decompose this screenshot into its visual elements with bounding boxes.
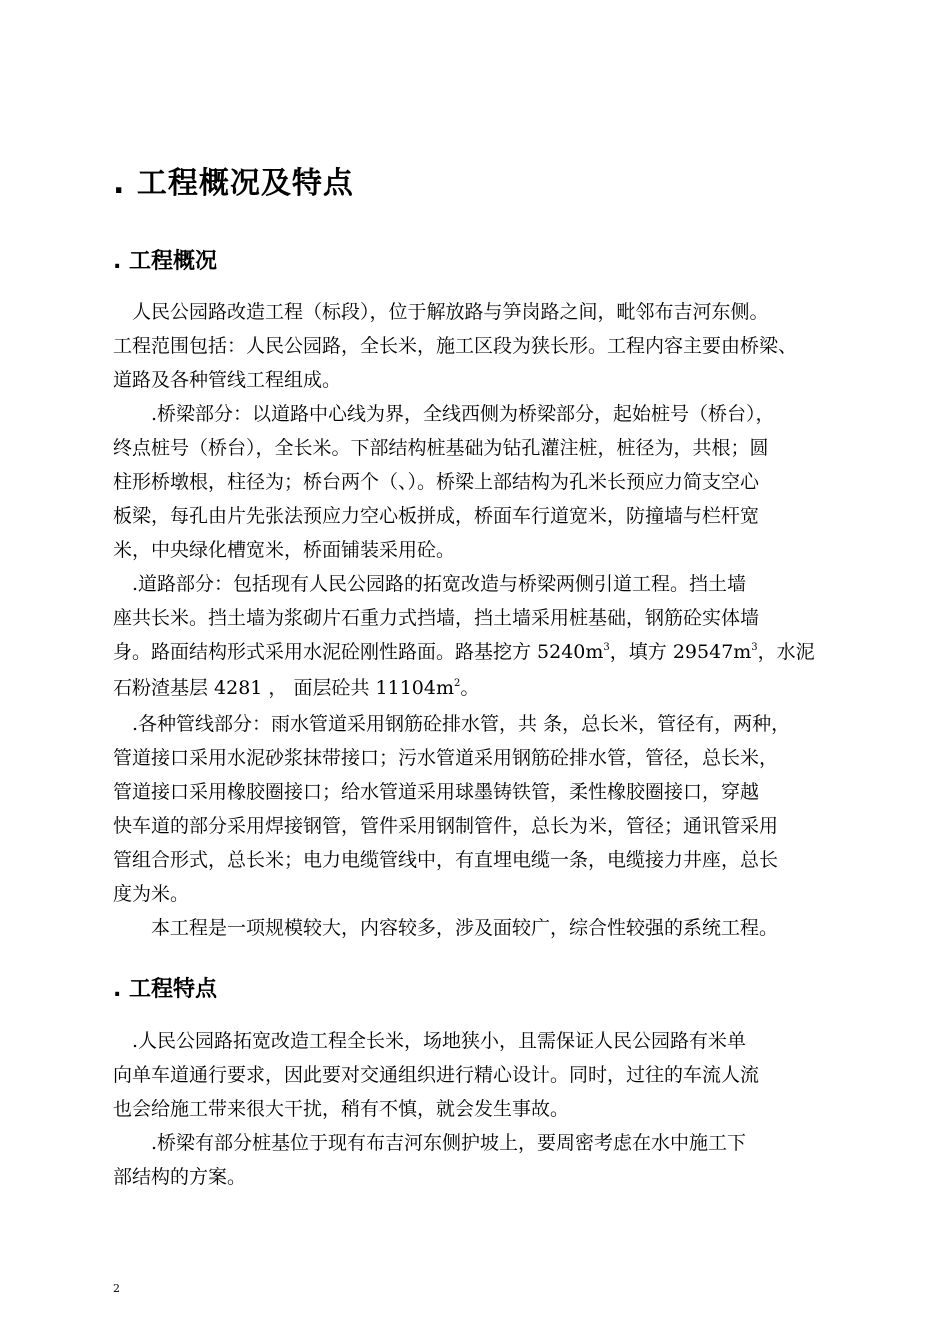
unit-superscript: 3 [751,642,758,653]
paragraph-line: 座共长米。挡土墙为浆砌片石重力式挡墙，挡土墙采用桩基础，钢筋砼实体墙 [113,607,760,629]
paragraph-line: 部结构的方案。 [113,1166,247,1188]
paragraph-line: 终点桩号（桥台），全长米。下部结构桩基础为钻孔灌注桩，桩径为，共根；圆 [113,437,769,459]
paragraph-line: 柱形桥墩根，柱径为；桥台两个（、）。桥梁上部结构为孔米长预应力简支空心 [113,471,760,493]
unit-superscript: 2 [453,678,461,689]
paragraph-line: .桥梁有部分桩基位于现有布吉河东侧护坡上，要周密考虑在水中施工下 [113,1132,747,1154]
paragraph-line: 人民公园路改造工程（标段），位于解放路与笋岗路之间，毗邻布吉河东侧。 [113,301,769,323]
paragraph-line: 道路及各种管线工程组成。 [113,369,342,391]
paragraph-line: 管道接口采用水泥砂浆抹带接口；污水管道采用钢筋砼排水管，管径，总长米， [113,747,779,769]
paragraph-line: 板梁，每孔由片先张法预应力空心板拼成，桥面车行道宽米，防撞墙与栏杆宽 [113,505,760,527]
quantity-text: ，填方 29547m [609,641,752,663]
quantity-text: 身。路面结构形式采用水泥砼刚性路面。路基挖方 5240m [113,641,604,663]
paragraph-line: 工程范围包括：人民公园路，全长米，施工区段为狭长形。工程内容主要由桥梁、 [113,335,798,357]
section-heading-features: . 工程特点 [113,977,218,1002]
paragraph-line: 本工程是一项规模较大，内容较多，涉及面较广，综合性较强的系统工程。 [113,917,779,939]
paragraph-line-quantities [113,637,815,667]
paragraph-line: 度为米。 [113,883,190,905]
unit-superscript: 3 [603,642,610,653]
paragraph-line: 也会给施工带来很大干扰，稍有不慎，就会发生事故。 [113,1098,570,1120]
paragraph-line-quantities [113,673,479,703]
paragraph-line: .道路部分：包括现有人民公园路的拓宽改造与桥梁两侧引道工程。挡土墙 [113,573,747,595]
paragraph-line: .桥梁部分：以道路中心线为界，全线西侧为桥梁部分，起始桩号（桥台）， [113,403,775,425]
paragraph-line: 米，中央绿化槽宽米，桥面铺装采用砼。 [113,539,456,561]
paragraph-line: 管道接口采用橡胶圈接口；给水管道采用球墨铸铁管，柔性橡胶圈接口，穿越 [113,781,760,803]
paragraph-line: 管组合形式，总长米；电力电缆管线中，有直埋电缆一条，电缆接力井座，总长 [113,849,779,871]
page-number: 2 [113,1282,120,1295]
paragraph-line: 向单车道通行要求，因此要对交通组织进行精心设计。同时，过往的车流人流 [113,1064,760,1086]
paragraph-line: 快车道的部分采用焊接钢管，管件采用钢制管件，总长为米，管径；通讯管采用 [113,815,779,837]
quantity-text: 。 [460,677,480,699]
main-heading: . 工程概况及特点 [113,166,354,201]
section-heading-overview: . 工程概况 [113,249,218,274]
quantity-text: ，水泥 [757,641,815,663]
paragraph-line: .各种管线部分：雨水管道采用钢筋砼排水管，共 条，总长米，管径有，两种， [113,713,791,735]
quantity-text: 石粉渣基层 4281 ， 面层砼共 11104m [113,677,454,699]
paragraph-line: .人民公园路拓宽改造工程全长米，场地狭小，且需保证人民公园路有米单 [113,1030,747,1052]
